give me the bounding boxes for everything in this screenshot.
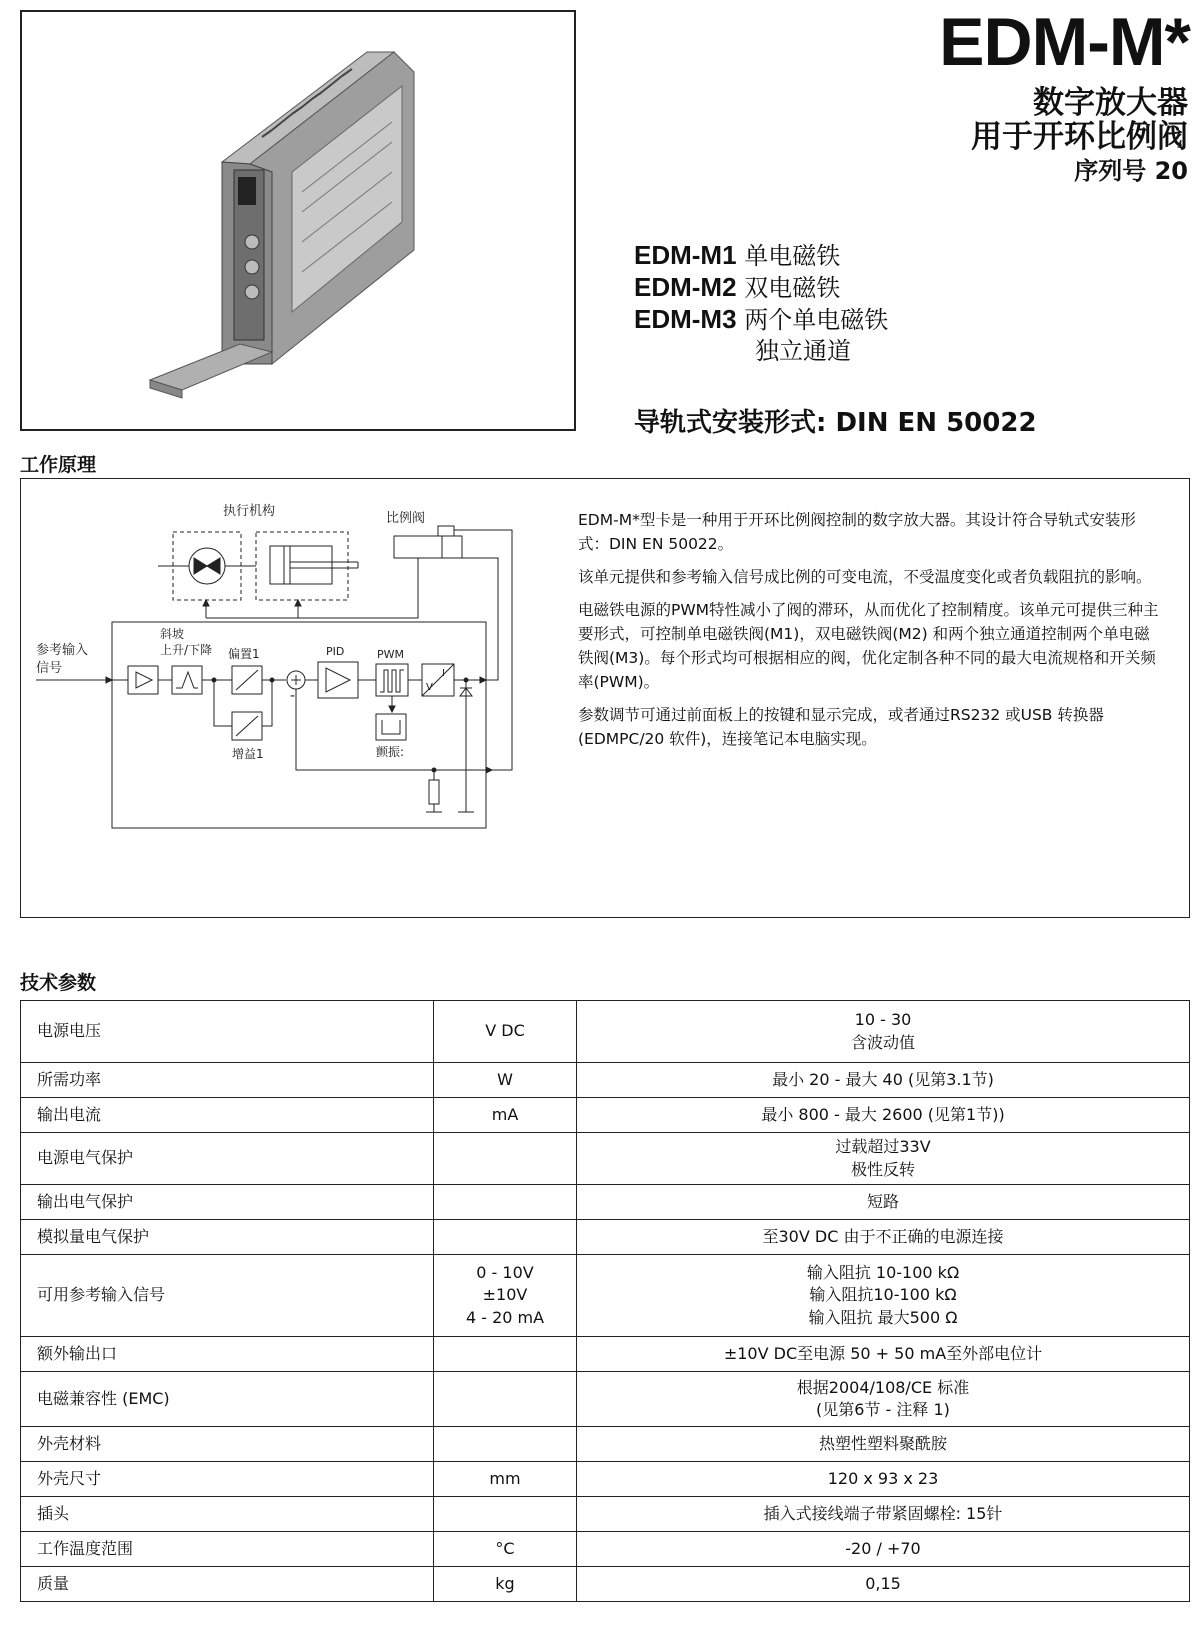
- spec-unit: 0 - 10V ±10V 4 - 20 mA: [434, 1255, 577, 1337]
- principle-description: [578, 508, 1164, 760]
- dither-block: [376, 714, 406, 740]
- svg-text:-: -: [290, 688, 296, 704]
- table-row: [21, 1497, 1190, 1532]
- variant-desc: 两个单电磁铁: [744, 306, 889, 334]
- bias-label: 偏置1: [228, 647, 260, 661]
- variant-desc: 双电磁铁: [744, 274, 841, 302]
- variant-m2: [634, 272, 840, 303]
- spec-unit: [434, 1133, 577, 1185]
- table-row: [21, 1255, 1190, 1337]
- product-subtitle-2: 用于开环比例阀: [971, 119, 1188, 155]
- spec-unit: mm: [434, 1462, 577, 1497]
- spec-value: 最小 20 - 最大 40 (见第3.1节): [577, 1063, 1190, 1098]
- spec-param: 额外输出口: [21, 1337, 434, 1372]
- spec-value: 120 x 93 x 23: [577, 1462, 1190, 1497]
- spec-unit: kg: [434, 1567, 577, 1602]
- variant-desc: 独立通道: [755, 337, 851, 365]
- spec-param: 插头: [21, 1497, 434, 1532]
- spec-unit: [434, 1337, 577, 1372]
- ref-input-label-2: 信号: [36, 661, 63, 676]
- spec-unit: mA: [434, 1098, 577, 1133]
- table-row: [21, 1220, 1190, 1255]
- table-row: [21, 1532, 1190, 1567]
- variant-code: EDM-M1: [634, 240, 737, 270]
- table-row: [21, 1185, 1190, 1220]
- spec-unit: °C: [434, 1532, 577, 1567]
- ref-input-label: 参考输入: [36, 643, 89, 658]
- pid-block: [318, 662, 358, 698]
- principle-paragraph-4: 参数调节可通过前面板上的按键和显示完成，或者通过RS232 或USB 转换器(EDMPC/20 软件)，连接笔记本电脑实现。: [578, 706, 1104, 749]
- spec-param: 电磁兼容性 (EMC): [21, 1372, 434, 1427]
- spec-value: 根据2004/108/CE 标准 (见第6节 - 注释 1): [577, 1372, 1190, 1427]
- table-row: [21, 1063, 1190, 1098]
- spec-param: 输出电流: [21, 1098, 434, 1133]
- actuator-label: 执行机构: [223, 504, 276, 519]
- table-row: [21, 1567, 1190, 1602]
- spec-unit: [434, 1427, 577, 1462]
- cylinder-icon: [270, 546, 332, 584]
- variant-code: EDM-M3: [634, 304, 737, 334]
- block-diagram: [28, 500, 568, 900]
- spec-param: 外壳材料: [21, 1427, 434, 1462]
- ramp-label: 斜坡: [160, 627, 185, 641]
- variant-desc: 单电磁铁: [744, 242, 841, 270]
- spec-param: 工作温度范围: [21, 1532, 434, 1567]
- spec-unit: W: [434, 1063, 577, 1098]
- spec-value: 输入阻抗 10-100 kΩ 输入阻抗10-100 kΩ 输入阻抗 最大500 Ω: [577, 1255, 1190, 1337]
- spec-unit: [434, 1220, 577, 1255]
- variant-code: EDM-M2: [634, 272, 737, 302]
- pid-label: PID: [326, 645, 345, 658]
- shunt-resistor-icon: [429, 780, 439, 804]
- principle-paragraph-1: EDM-M*型卡是一种用于开环比例阀控制的数字放大器。其设计符合导轨式安装形式：DIN EN 50022。: [578, 511, 1136, 554]
- principle-paragraph-2: 该单元提供和参考输入信号成比例的可变电流，不受温度变化或者负载阻抗的影响。: [578, 568, 1152, 587]
- spec-param: 可用参考输入信号: [21, 1255, 434, 1337]
- spec-param: 模拟量电气保护: [21, 1220, 434, 1255]
- spec-value: 最小 800 - 最大 2600 (见第1节)): [577, 1098, 1190, 1133]
- spec-param: 输出电气保护: [21, 1185, 434, 1220]
- product-subtitle: 数字放大器: [1033, 85, 1188, 121]
- specs-heading: 技术参数: [20, 972, 97, 994]
- table-row: [21, 1337, 1190, 1372]
- spec-value: 10 - 30 含波动值: [577, 1001, 1190, 1063]
- table-row: [21, 1098, 1190, 1133]
- valve-body-icon: [394, 536, 442, 558]
- variant-m3: [634, 304, 888, 335]
- valve-solenoid-icon: [442, 536, 462, 558]
- spec-value: 短路: [577, 1185, 1190, 1220]
- ramp-label-2: 上升/下降: [160, 643, 213, 657]
- spec-unit: [434, 1185, 577, 1220]
- amplifier-module-illustration: [22, 12, 576, 431]
- spec-param: 电源电压: [21, 1001, 434, 1063]
- principle-paragraph-3: 电磁铁电源的PWM特性减小了阀的滞环，从而优化了控制精度。该单元可提供三种主要形式，可控制单电磁铁阀(M1)，双电磁铁阀(M2) 和两个独立通道控制两个单电磁铁阀(M3)。每个形式均可根据相应的阀，优化定制各种不同的最大电流规格和开关频率(PWM)。: [578, 601, 1159, 692]
- variant-m1: [634, 240, 840, 271]
- gain-label: 增益1: [232, 747, 264, 761]
- spec-param: 质量: [21, 1567, 434, 1602]
- spec-unit: V DC: [434, 1001, 577, 1063]
- spec-value: 过载超过33V 极性反转: [577, 1133, 1190, 1185]
- product-title: EDM-M*: [939, 4, 1190, 80]
- table-row: [21, 1462, 1190, 1497]
- spec-value: 插入式接线端子带紧固螺栓: 15针: [577, 1497, 1190, 1532]
- pwm-label: PWM: [377, 648, 405, 661]
- table-row: [21, 1427, 1190, 1462]
- spec-value: 至30V DC 由于不正确的电源连接: [577, 1220, 1190, 1255]
- variant-m3-desc-2: [755, 337, 851, 366]
- spec-param: 电源电气保护: [21, 1133, 434, 1185]
- spec-value: ±10V DC至电源 50 + 50 mA至外部电位计: [577, 1337, 1190, 1372]
- spec-value: 0,15: [577, 1567, 1190, 1602]
- table-row: [21, 1372, 1190, 1427]
- spec-table: [20, 1000, 1190, 1602]
- spec-param: 所需功率: [21, 1063, 434, 1098]
- spec-unit: [434, 1372, 577, 1427]
- principle-heading: 工作原理: [20, 454, 97, 476]
- table-row: [21, 1001, 1190, 1063]
- spec-value: -20 / +70: [577, 1532, 1190, 1567]
- mounting-spec: 导轨式安装形式: DIN EN 50022: [634, 408, 1037, 438]
- valve-label: 比例阀: [386, 511, 426, 526]
- spec-unit: [434, 1497, 577, 1532]
- svg-text:V: V: [426, 682, 433, 693]
- dither-label: 颤振:: [376, 745, 405, 759]
- product-photo: [20, 10, 576, 431]
- spec-value: 热塑性塑料聚酰胺: [577, 1427, 1190, 1462]
- series-number: 序列号 20: [1074, 157, 1188, 185]
- table-row: [21, 1133, 1190, 1185]
- ramp-block: [172, 666, 202, 694]
- spec-param: 外壳尺寸: [21, 1462, 434, 1497]
- svg-text:I: I: [442, 668, 445, 679]
